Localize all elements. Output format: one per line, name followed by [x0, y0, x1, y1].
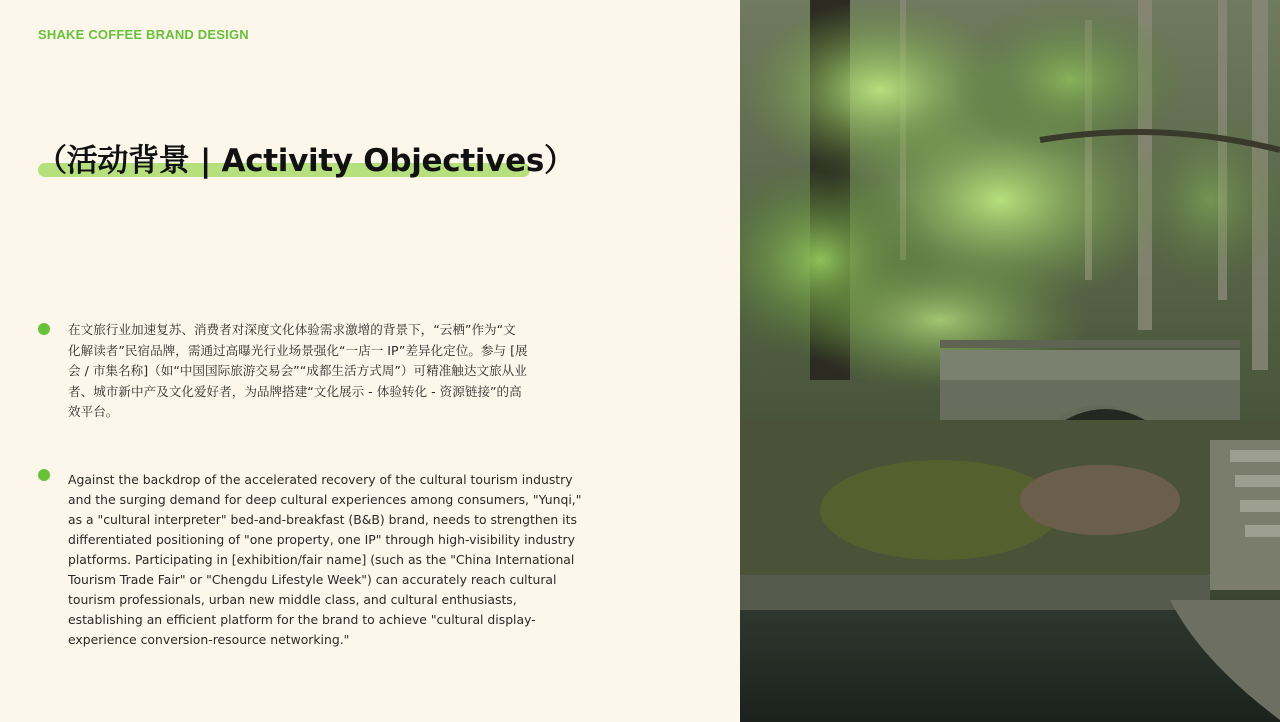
forest-bridge-illustration	[740, 0, 1280, 722]
title-block	[36, 140, 575, 184]
paragraph-english: Against the backdrop of the accelerated recovery of the cultural tourism industry and the surging demand for deep cultural experiences among consumers, "Yunqi," as a "cultural interpreter" bed-and-breakfast (B&B) brand, needs to strengthen its differentiated positioning of "one property, one IP" through high-visibility industry platforms. Participating in [exhibition/fair name] (such as the "China International Tourism Trade Fair" or "Chengdu Lifestyle Week") can accurately reach cultural tourism professionals, urban new middle class, and cultural enthusiasts, establishing an efficient platform for the brand to achieve "cultural display-experience conversion-resource networking."	[68, 472, 582, 647]
forest-bridge-photo	[740, 0, 1280, 722]
bullet-dot-cn	[38, 323, 50, 335]
brand-label: SHAKE COFFEE BRAND DESIGN	[38, 27, 249, 42]
bullet-dot-en	[38, 469, 50, 481]
paragraph-chinese: 在文旅行业加速复苏、消费者对深度文化体验需求激增的背景下，“云栖”作为“文化解读者”民宿品牌，需通过高曝光行业场景强化“一店一 IP”差异化定位。参与 [展会 / 市集名称]（如“中国国际旅游交易会”“成都生活方式周”）可精准触达文旅从业者、城市新中产及文化爱好者，为品牌搭建“文化展示 - 体验转化 - 资源链接”的高效平台。	[68, 322, 528, 419]
page-title: （活动背景 | Activity Objectives）	[36, 143, 575, 179]
